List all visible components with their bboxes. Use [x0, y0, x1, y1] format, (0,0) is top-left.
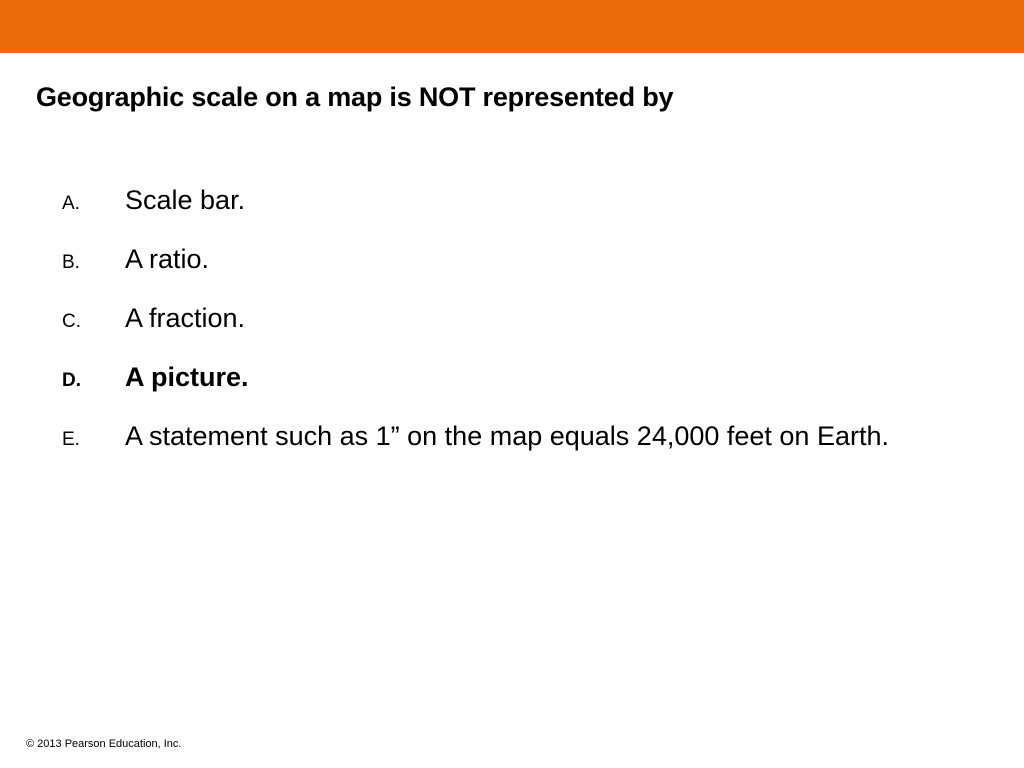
copyright-footer: © 2013 Pearson Education, Inc.: [26, 738, 182, 750]
option-text: A statement such as 1” on the map equals 24,000 feet on Earth.: [125, 421, 889, 451]
option-letter: E.: [62, 429, 80, 450]
option-text: A ratio.: [125, 244, 210, 274]
option-letter: D.: [62, 370, 81, 391]
answer-option-d: [62, 359, 962, 399]
answer-option-b: [62, 241, 962, 281]
answer-option-c: [62, 300, 962, 340]
option-text: A picture.: [125, 362, 249, 392]
option-letter: B.: [62, 252, 80, 273]
question-title: Geographic scale on a map is NOT represented by: [36, 82, 674, 112]
answer-options-list: [62, 182, 962, 477]
option-text: A fraction.: [125, 303, 246, 333]
answer-option-a: [62, 182, 962, 222]
option-text: Scale bar.: [125, 185, 246, 215]
answer-option-e: [62, 418, 962, 458]
option-letter: A.: [62, 193, 80, 214]
option-letter: C.: [62, 311, 81, 332]
accent-header-bar: [0, 0, 1024, 53]
